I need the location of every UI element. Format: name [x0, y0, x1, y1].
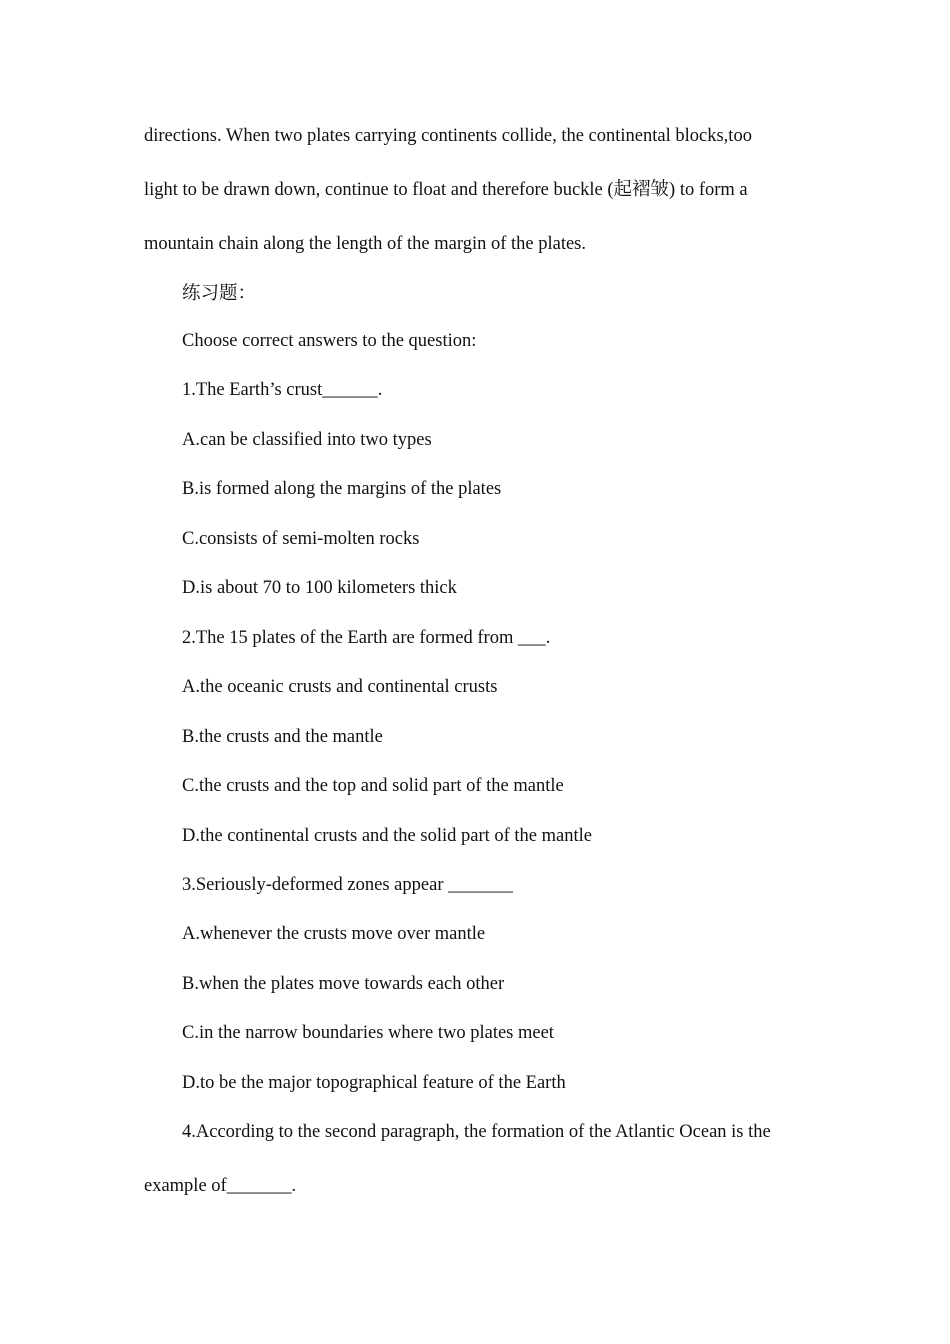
- question-1-option-c: C.consists of semi-molten rocks: [182, 529, 420, 549]
- question-4-stem-line-1: 4.According to the second paragraph, the formation of the Atlantic Ocean is the: [182, 1122, 771, 1142]
- question-4-stem-line-2: example of_______.: [144, 1176, 297, 1196]
- passage-line-2: light to be drawn down, continue to float and therefore buckle (起褶皱) to form a: [144, 180, 748, 200]
- question-1-option-b: B.is formed along the margins of the plates: [182, 479, 502, 499]
- question-2-option-b: B.the crusts and the mantle: [182, 727, 383, 747]
- question-1-option-d: D.is about 70 to 100 kilometers thick: [182, 578, 457, 598]
- question-1-stem: 1.The Earth’s crust______.: [182, 380, 383, 400]
- question-3-option-b: B.when the plates move towards each other: [182, 974, 505, 994]
- question-3-option-c: C.in the narrow boundaries where two plates meet: [182, 1023, 554, 1043]
- instruction-text: Choose correct answers to the question:: [182, 331, 477, 351]
- passage-line-3: mountain chain along the length of the margin of the plates.: [144, 234, 587, 254]
- question-1-option-a: A.can be classified into two types: [182, 430, 432, 450]
- question-3-stem: 3.Seriously-deformed zones appear _______: [182, 875, 513, 895]
- exercise-heading: 练习题：: [182, 284, 257, 304]
- question-3-option-a: A.whenever the crusts move over mantle: [182, 924, 486, 944]
- question-3-option-d: D.to be the major topographical feature of the Earth: [182, 1073, 566, 1093]
- passage-line-1: directions. When two plates carrying continents collide, the continental blocks,too: [144, 126, 752, 146]
- question-2-option-c: C.the crusts and the top and solid part of the mantle: [182, 776, 564, 796]
- question-2-stem: 2.The 15 plates of the Earth are formed from ___.: [182, 628, 551, 648]
- question-2-option-d: D.the continental crusts and the solid part of the mantle: [182, 826, 592, 846]
- question-2-option-a: A.the oceanic crusts and continental crusts: [182, 677, 498, 697]
